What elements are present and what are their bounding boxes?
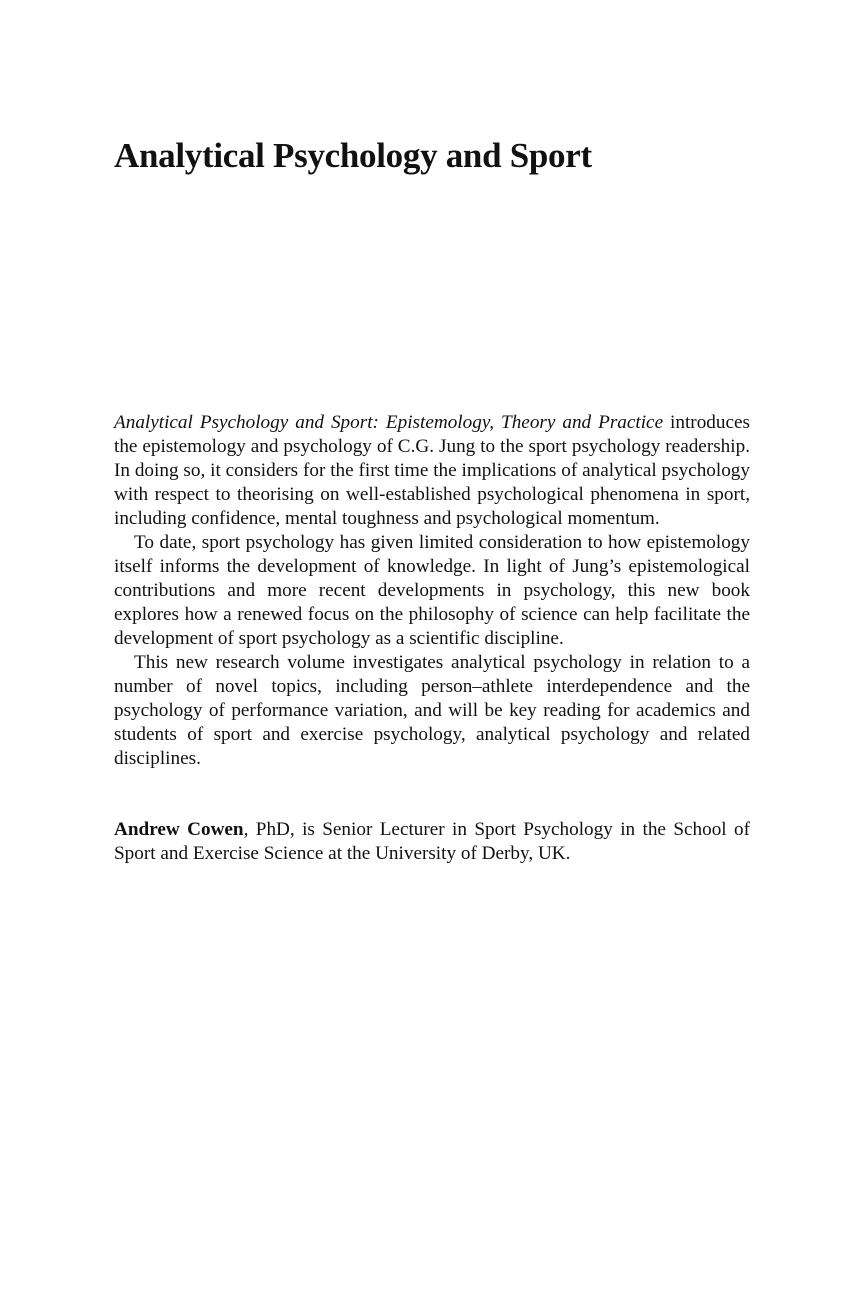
- book-description: [114, 411, 750, 771]
- description-paragraph: To date, sport psychology has given limited consideration to how epistemology itself informs the development of knowledge. In light of Jung’s epistemological contributions and more recent developments in psychology, this new book explores how a renewed focus on the philosophy of science can help facilitate the development of sport psychology as a scientific discipline.: [114, 532, 750, 649]
- author-bio: [114, 818, 750, 866]
- author-bio-text: , PhD, is Senior Lecturer in Sport Psychology in the School of Sport and Exercise Science at the University of Derby, UK.: [114, 819, 750, 864]
- description-paragraph: This new research volume investigates analytical psychology in relation to a number of novel topics, including person–athlete interdependence and the psychology of performance variation, and will be key reading for academics and students of sport and exercise psychology, analytical psychology and related disciplines.: [114, 652, 750, 769]
- description-text: introduces the epistemology and psychology of C.G. Jung to the sport psychology readership. In doing so, it considers for the first time the implications of analytical psychology with respect to theorising on well-established psychological phenomena in sport, including confidence, mental toughness and psychological momentum.: [114, 412, 750, 529]
- author-name: Andrew Cowen: [114, 819, 244, 840]
- page-title: Analytical Psychology and Sport: [114, 136, 592, 175]
- author-bio-paragraph: [114, 818, 750, 866]
- description-paragraph: [114, 411, 750, 531]
- book-title-italic: Analytical Psychology and Sport: Epistemology, Theory and Practice: [114, 412, 664, 433]
